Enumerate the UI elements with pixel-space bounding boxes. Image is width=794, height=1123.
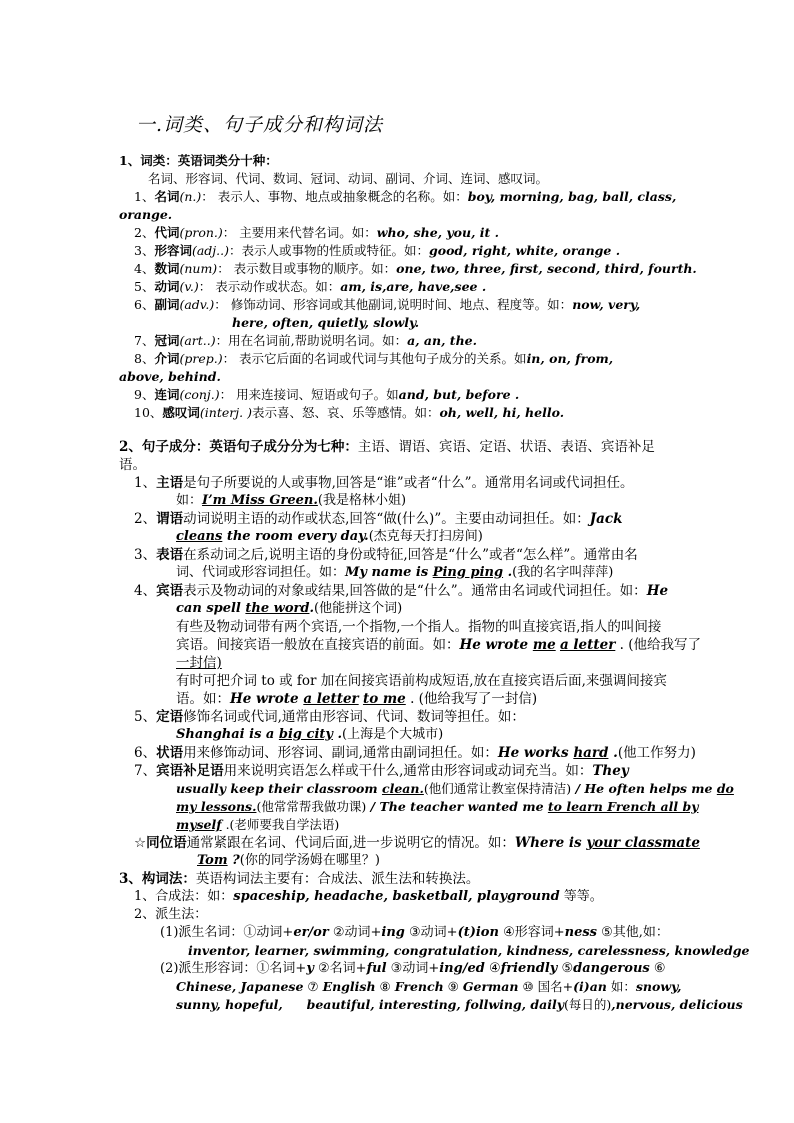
derived-adjective-entry: (2)派生形容词：①名词+y ②名词+ful ③动词+ing/ed ④friendly ⑤dangerous ⑥ (160, 961, 666, 976)
list-item-cont: orange. (119, 207, 173, 222)
derivation-entry: 2、派生法： (134, 907, 208, 922)
list-item-cont: here, often, quietly, slowly. (232, 315, 420, 330)
object-note: 有些及物动词带有两个宾语,一个指物,一个指人。指物的叫直接宾语,指人的叫间接 (176, 619, 662, 635)
word-class-list: 名词、形容词、代词、数词、冠词、动词、副词、介词、连词、感叹词。 (148, 171, 549, 186)
section-2-heading-cont: 语。 (119, 457, 146, 473)
section-1-heading: 1、词类：英语词类分十种： (119, 153, 278, 168)
appositive-example: Tom ?(你的同学汤姆在哪里？) (197, 853, 380, 868)
predicate-entry: 2、谓语动词说明主语的动作或状态,回答“做(什么)”。主要由动词担任。如：Jack (134, 511, 623, 527)
derived-noun-entry: (1)派生名词：①动词+er/or ②动词+ing ③动词+(t)ion ④形容词+ness ⑤其他,如： (160, 925, 669, 940)
list-item-cont: above, behind. (119, 369, 221, 384)
derived-adjective-examples: sunny, hopeful, beautiful, interesting, follwing, daily(每日的),nervous, delicious (176, 997, 743, 1012)
object-note: 语。如：He wrote a letter to me . (他给我写了一封信) (176, 691, 538, 707)
list-item: 8、介词(prep.)： 表示它后面的名词或代词与其他句子成分的关系。如in, on, from, (134, 351, 614, 366)
subject-example: 如：I’m Miss Green.(我是格林小姐) (176, 493, 407, 508)
section-3-heading: 3、构词法：英语构词法主要有：合成法、派生法和转换法。 (119, 871, 480, 887)
derived-adjective-entry: Chinese, Japanese ⑦ English ⑧ French ⑨ German ⑩ 国名+(i)an 如：snowy, (176, 979, 682, 994)
list-item: 7、冠词(art..)：用在名词前,帮助说明名词。如：a, an, the. (134, 333, 477, 348)
complement-example: usually keep their classroom clean.(他们通常让教室保持清洁) / He often helps me do (176, 781, 734, 796)
list-item: 4、数词(num)： 表示数目或事物的顺序。如：one, two, three, first, second, third, fourth. (134, 261, 697, 276)
list-item: 2、代词(pron.)： 主要用来代替名词。如：who, she, you, it . (134, 225, 500, 240)
attribute-example: Shanghai is a big city .(上海是个大城市) (176, 727, 444, 742)
object-note: 一封信) (176, 655, 222, 671)
list-item: 3、形容词(adj..)：表示人或事物的性质或特征。如：good, right, white, orange . (134, 243, 621, 258)
list-item: 5、动词(v.)： 表示动作或状态。如：am, is,are, have,see . (134, 279, 487, 294)
page-title: 一.词类、句子成分和构词法 (136, 114, 384, 136)
list-item: 6、副词(adv.)： 修饰动词、形容词或其他副词,说明时间、地点、程度等。如：now, very, (134, 297, 641, 312)
attribute-entry: 5、定语修饰名词或代词,通常由形容词、代词、数词等担任。如： (134, 709, 525, 725)
predicate-example: cleans the room every day.(杰克每天打扫房间) (176, 529, 483, 544)
predicative-entry: 3、表语在系动词之后,说明主语的身份或特征,回答是“什么”或者“怎么样”。通常由名 (134, 547, 638, 563)
object-note: 宾语。间接宾语一般放在直接宾语的前面。如：He wrote me a letter . (他给我写了 (176, 637, 701, 653)
complement-example: my lessons.(他常常帮我做功课) / The teacher wanted me to learn French all by (176, 799, 699, 814)
appositive-entry: ☆同位语通常紧跟在名词、代词后面,进一步说明它的情况。如：Where is your classmate (134, 835, 700, 851)
subject-entry: 1、主语是句子所要说的人或事物,回答是“谁”或者“什么”。通常用名词或代词担任。 (134, 475, 634, 491)
object-note: 有时可把介词 to 或 for 加在间接宾语前构成短语,放在直接宾语后面,来强调间接宾 (176, 673, 667, 689)
star-icon: ☆ (134, 835, 147, 851)
complement-example: myself .(老师要我自学法语) (176, 817, 340, 832)
object-example: can spell the word.(他能拼这个词) (176, 601, 403, 616)
list-item: 10、感叹词(interj. )表示喜、怒、哀、乐等感情。如：oh, well, hi, hello. (134, 405, 565, 420)
list-item: 1、名词(n.)： 表示人、事物、地点或抽象概念的名称。如：boy, morning, bag, ball, class, (134, 189, 677, 204)
section-2-heading: 2、句子成分：英语句子成分分为七种：主语、谓语、宾语、定语、状语、表语、宾语补足 (119, 439, 655, 455)
compounding-entry: 1、合成法：如：spaceship, headache, basketball, playground 等等。 (134, 889, 603, 904)
complement-entry: 7、宾语补足语用来说明宾语怎么样或干什么,通常由形容词或动词充当。如：They (134, 763, 629, 779)
predicative-example: 词、代词或形容词担任。如：My name is Ping ping .(我的名字叫萍萍) (176, 565, 614, 580)
adverbial-entry: 6、状语用来修饰动词、形容词、副词,通常由副词担任。如：He works hard .(他工作努力) (134, 745, 696, 761)
list-item: 9、连词(conj.)： 用来连接词、短语或句子。如and, but, before . (134, 387, 520, 402)
object-entry: 4、宾语表示及物动词的对象或结果,回答做的是“什么”。通常由名词或代词担任。如：He (134, 583, 669, 599)
derived-noun-examples: inventor, learner, swimming, congratulation, kindness, carelessness, knowledge (188, 943, 750, 958)
